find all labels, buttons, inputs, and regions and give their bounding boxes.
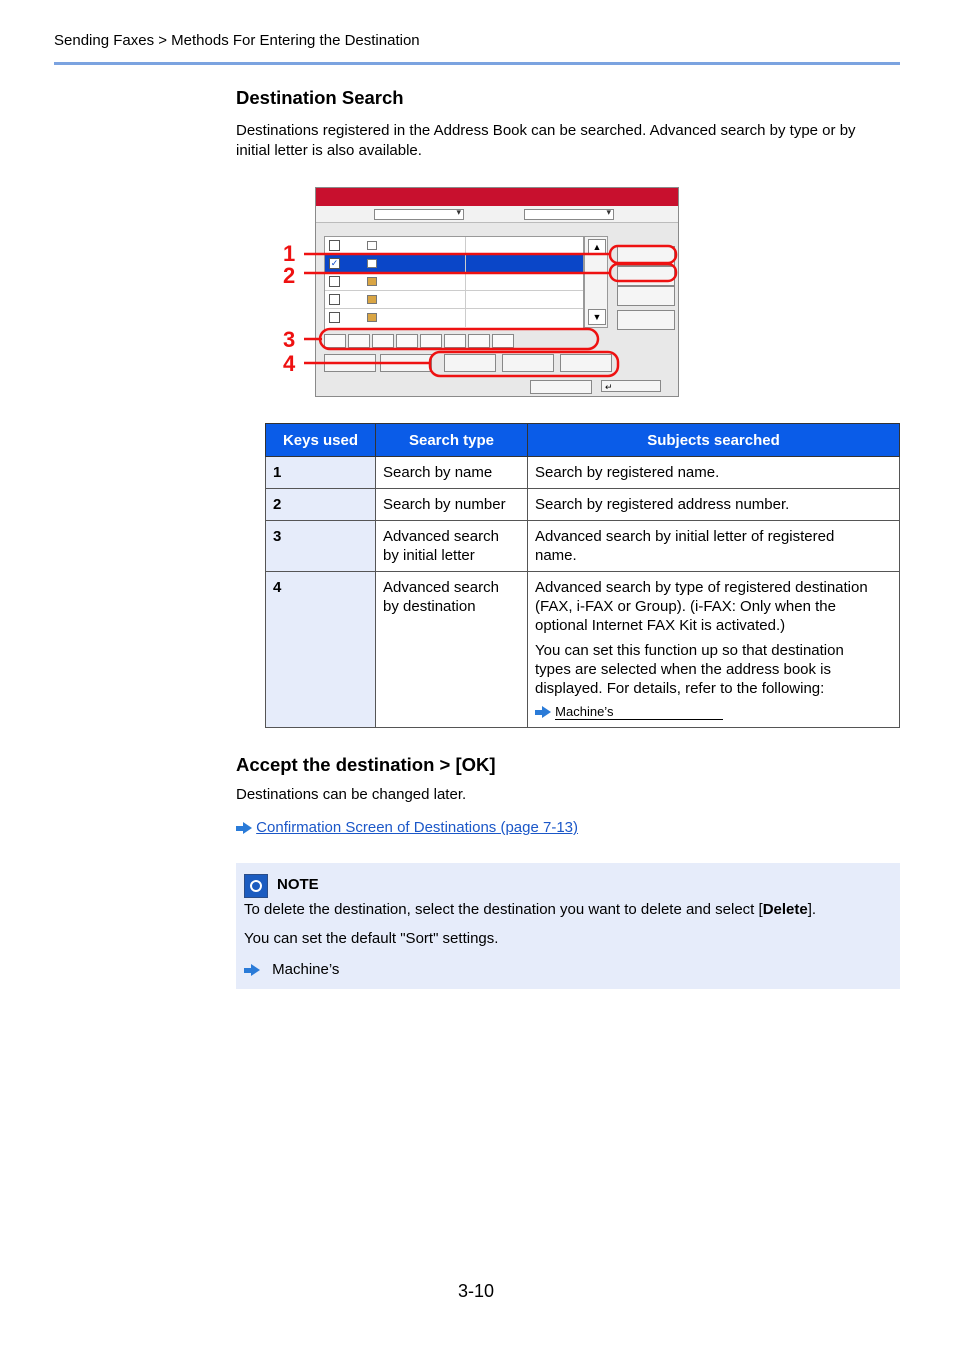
chevron-down-icon: ▾ bbox=[606, 207, 611, 217]
note-icon bbox=[244, 874, 268, 898]
subject-cell: Advanced search by initial letter of registered name. bbox=[528, 521, 900, 572]
note-reference bbox=[244, 961, 339, 978]
subject-cell: Search by registered address number. bbox=[528, 489, 900, 521]
intro-paragraph bbox=[236, 121, 900, 161]
key-cell: 1 bbox=[266, 457, 376, 489]
callout-number-2: 2 bbox=[283, 263, 296, 288]
callout-ring-1 bbox=[610, 246, 676, 263]
callout-number-4: 4 bbox=[283, 351, 296, 376]
type-dropdown[interactable] bbox=[374, 209, 464, 220]
machine-reference-link[interactable]: Machine’s bbox=[555, 704, 723, 720]
confirmation-link-row bbox=[236, 819, 578, 836]
subject-cell: Search by registered name. bbox=[528, 457, 900, 489]
callout-ring-3 bbox=[320, 329, 598, 349]
col-header-type: Search type bbox=[376, 424, 528, 457]
checkbox[interactable]: ✓ bbox=[330, 258, 339, 268]
header-rule bbox=[54, 62, 900, 65]
sort-dropdown[interactable] bbox=[524, 209, 614, 220]
confirmation-screen-link[interactable]: Confirmation Screen of Destinations (page 7-13) bbox=[256, 819, 579, 836]
col-header-keys: Keys used bbox=[266, 424, 376, 457]
chevron-down-icon: ▾ bbox=[456, 207, 461, 217]
scroll-down-icon[interactable]: ▼ bbox=[588, 309, 606, 325]
type-cell: Search by number bbox=[376, 489, 528, 521]
note-box bbox=[236, 863, 900, 989]
arrow-right-icon bbox=[244, 964, 260, 976]
note-title: NOTE bbox=[277, 876, 319, 893]
callout-overlay bbox=[280, 235, 680, 380]
bottom-button[interactable] bbox=[530, 380, 592, 394]
type-cell: Search by name bbox=[376, 457, 528, 489]
table-header-row bbox=[266, 424, 900, 457]
note-reference-text[interactable]: Machine’s bbox=[272, 961, 340, 978]
intro-line-2: initial letter is also available. bbox=[236, 142, 422, 159]
col-header-subjects: Subjects searched bbox=[528, 424, 900, 457]
enter-icon[interactable]: ↵ bbox=[601, 380, 661, 392]
callout-ring-2 bbox=[610, 264, 676, 281]
note-line-2: You can set the default "Sort" settings. bbox=[244, 930, 499, 947]
breadcrumb: Sending Faxes > Methods For Entering the Destination bbox=[54, 32, 420, 49]
section-title-accept: Accept the destination > [OK] bbox=[236, 754, 496, 775]
intro-line-1: Destinations registered in the Address Book can be searched. Advanced search by type or by bbox=[236, 122, 856, 139]
type-cell: Advanced search by destination bbox=[376, 572, 528, 728]
page-number: 3-10 bbox=[458, 1281, 495, 1301]
accept-body: Destinations can be changed later. bbox=[236, 786, 467, 803]
sort-row bbox=[316, 206, 678, 223]
key-cell: 3 bbox=[266, 521, 376, 572]
key-cell: 2 bbox=[266, 489, 376, 521]
arrow-right-icon bbox=[535, 706, 551, 718]
key-cell: 4 bbox=[266, 572, 376, 728]
scroll-up-icon[interactable]: ▲ bbox=[588, 239, 606, 255]
note-line-1: To delete the destination, select the destination you want to delete and select [Delete]. bbox=[244, 901, 817, 918]
type-cell: Advanced search by initial letter bbox=[376, 521, 528, 572]
table-row bbox=[266, 572, 900, 728]
section-title-destination-search: Destination Search bbox=[236, 87, 404, 108]
table-row bbox=[266, 457, 900, 489]
subject-cell: Advanced search by type of registered destination (FAX, i-FAX or Group). (i-FAX: Only when the optional Internet FAX Kit is activated.) You can set this function up so that destination types are selected when the address book is displayed. For details, refer to the following: Machine’s bbox=[528, 572, 900, 728]
search-keys-table bbox=[265, 423, 900, 728]
callout-ring-4 bbox=[430, 352, 618, 376]
screen-title-bar bbox=[316, 188, 678, 206]
table-row bbox=[266, 489, 900, 521]
arrow-right-icon bbox=[236, 822, 252, 834]
callout-number-3: 3 bbox=[283, 327, 296, 352]
table-row bbox=[266, 521, 900, 572]
callout-number-1: 1 bbox=[283, 241, 296, 266]
